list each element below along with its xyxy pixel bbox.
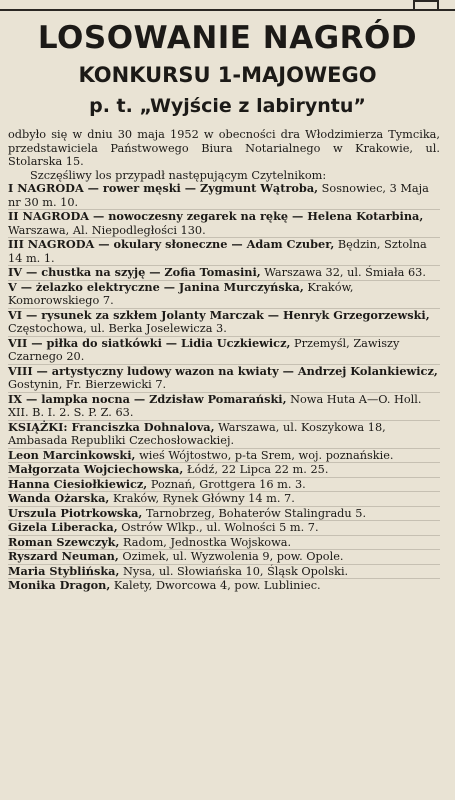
winner-entry [8,536,440,551]
winner-prize-name: Urszula Piotrkowska, [8,505,143,520]
winner-entry [8,365,440,393]
winner-prize-name: II NAGRODA — nowoczesny zegarek na rękę — Helena Kotarbina, [8,209,424,223]
top-rule [0,9,455,11]
winner-prize-name: VII — piłka do siatkówki — Lidia Uczkiewicz, [8,335,291,350]
winner-prize-name: VIII — artystyczny ludowy wazon na kwiaty — Andrzej Kolankiewicz, [8,363,438,378]
winner-entry [8,210,440,238]
winner-entry [8,550,440,565]
winner-entry [8,565,440,580]
winner-address: Warszawa, ul. Koszykowa 18, Ambasada Republiki Czechosłowackiej. [8,420,386,447]
winner-prize-name: Małgorzata Wojciechowska, [8,462,184,476]
winners-list [8,182,440,593]
winner-prize-name: I NAGRODA — rower męski — Zygmunt Wątroba, [8,181,319,195]
winner-address: Ozimek, ul. Wyzwolenia 9, pow. Opole. [118,550,344,563]
winner-prize-name: Hanna Ciesiołkiewicz, [8,476,148,491]
winner-address: Częstochowa, ul. Berka Joselewicza 3. [8,322,227,335]
winner-address: Łódź, 22 Lipca 22 m. 25. [183,463,329,476]
winner-address: Przemyśl, Zawiszy Czarnego 20. [8,336,400,363]
winner-entry [8,238,440,266]
winner-entry [8,478,440,493]
winner-prize-name: IX — lampka nocna — Zdzisław Pomarański, [8,391,287,406]
winner-address: Kraków, Rynek Główny 14 m. 7. [109,492,295,505]
winner-address: Będzin, Sztolna 14 m. 1. [8,238,427,265]
winner-prize-name: Monika Dragon, [8,578,111,592]
headline-title: LOSOWANIE NAGRÓD [37,20,418,56]
winner-prize-name: Gizela Liberacka, [8,520,118,534]
winner-entry [8,449,440,464]
winner-address: Nowa Huta A—O. Holl. XII. B. I. 2. S. P. Z. 63. [8,392,422,419]
winner-entry [8,579,440,593]
winner-entry [8,337,440,365]
winner-prize-name: KSIĄŻKI: Franciszka Dohnalova, [8,419,215,434]
winner-address: Warszawa, Al. Niepodległości 130. [8,223,206,237]
winner-prize-name: III NAGRODA — okulary słoneczne — Adam Czuber, [8,237,335,251]
winner-address: Warszawa 32, ul. Śmiała 63. [260,266,426,279]
article-body [8,128,440,593]
winner-prize-name: VI — rysunek za szkłem Jolanty Marczak — Henryk Grzegorzewski, [8,307,430,322]
winner-address: Poznań, Grottgera 16 m. 3. [147,477,306,491]
winner-entry [8,281,440,309]
winner-entry [8,266,440,281]
winner-entry [8,492,440,507]
winner-entry [8,393,440,421]
winner-entry [8,463,440,478]
winner-address: Gostynin, Fr. Bierzewicki 7. [8,378,167,391]
winner-entry [8,182,440,210]
winner-prize-name: Roman Szewczyk, [8,534,120,549]
winner-entry [8,309,440,337]
winner-address: Radom, Jednostka Wojskowa. [119,535,292,549]
winner-address: wieś Wójtostwo, p-ta Srem, woj. poznańskie. [135,448,394,462]
winner-address: Sosnowiec, 3 Maja nr 30 m. 10. [8,182,429,209]
winner-prize-name: V — żelazko elektryczne — Janina Murczyńska, [8,279,304,294]
winner-entry [8,507,440,522]
winner-address: Kalety, Dworcowa 4, pow. Lubliniec. [110,579,321,592]
winner-prize-name: IV — chustka na szyję — Zofia Tomasini, [8,265,261,279]
winner-prize-name: Ryszard Neuman, [8,549,119,563]
winner-address: Kraków, Komorowskiego 7. [8,280,354,307]
top-border [0,0,455,13]
winner-prize-name: Leon Marcinkowski, [8,447,136,462]
winner-address: Ostrów Wlkp., ul. Wolności 5 m. 7. [117,521,319,534]
corner-box [413,0,439,11]
intro-paragraph: odbyło się w dniu 30 maja 1952 w obecności dra Włodzimierza Tymcika, przedstawiciela Państwowego Biura Notarialnego w Krakowie, ul. Stolarska 15. [8,128,440,168]
winner-entry [8,521,440,536]
intro-lead: Szczęśliwy los przypadł następującym Czytelnikom: [30,168,327,182]
winner-prize-name: Maria Styblińska, [8,563,120,578]
headline-contest-name: p. t. „Wyjście z labiryntu” [89,95,366,117]
headline-subtitle: KONKURSU 1-MAJOWEGO [78,63,377,87]
winner-address: Tarnobrzeg, Bohaterów Stalingradu 5. [142,506,367,520]
winner-prize-name: Wanda Ożarska, [8,491,110,505]
winner-entry [8,421,440,449]
winner-address: Nysa, ul. Słowiańska 10, Śląsk Opolski. [119,564,349,578]
